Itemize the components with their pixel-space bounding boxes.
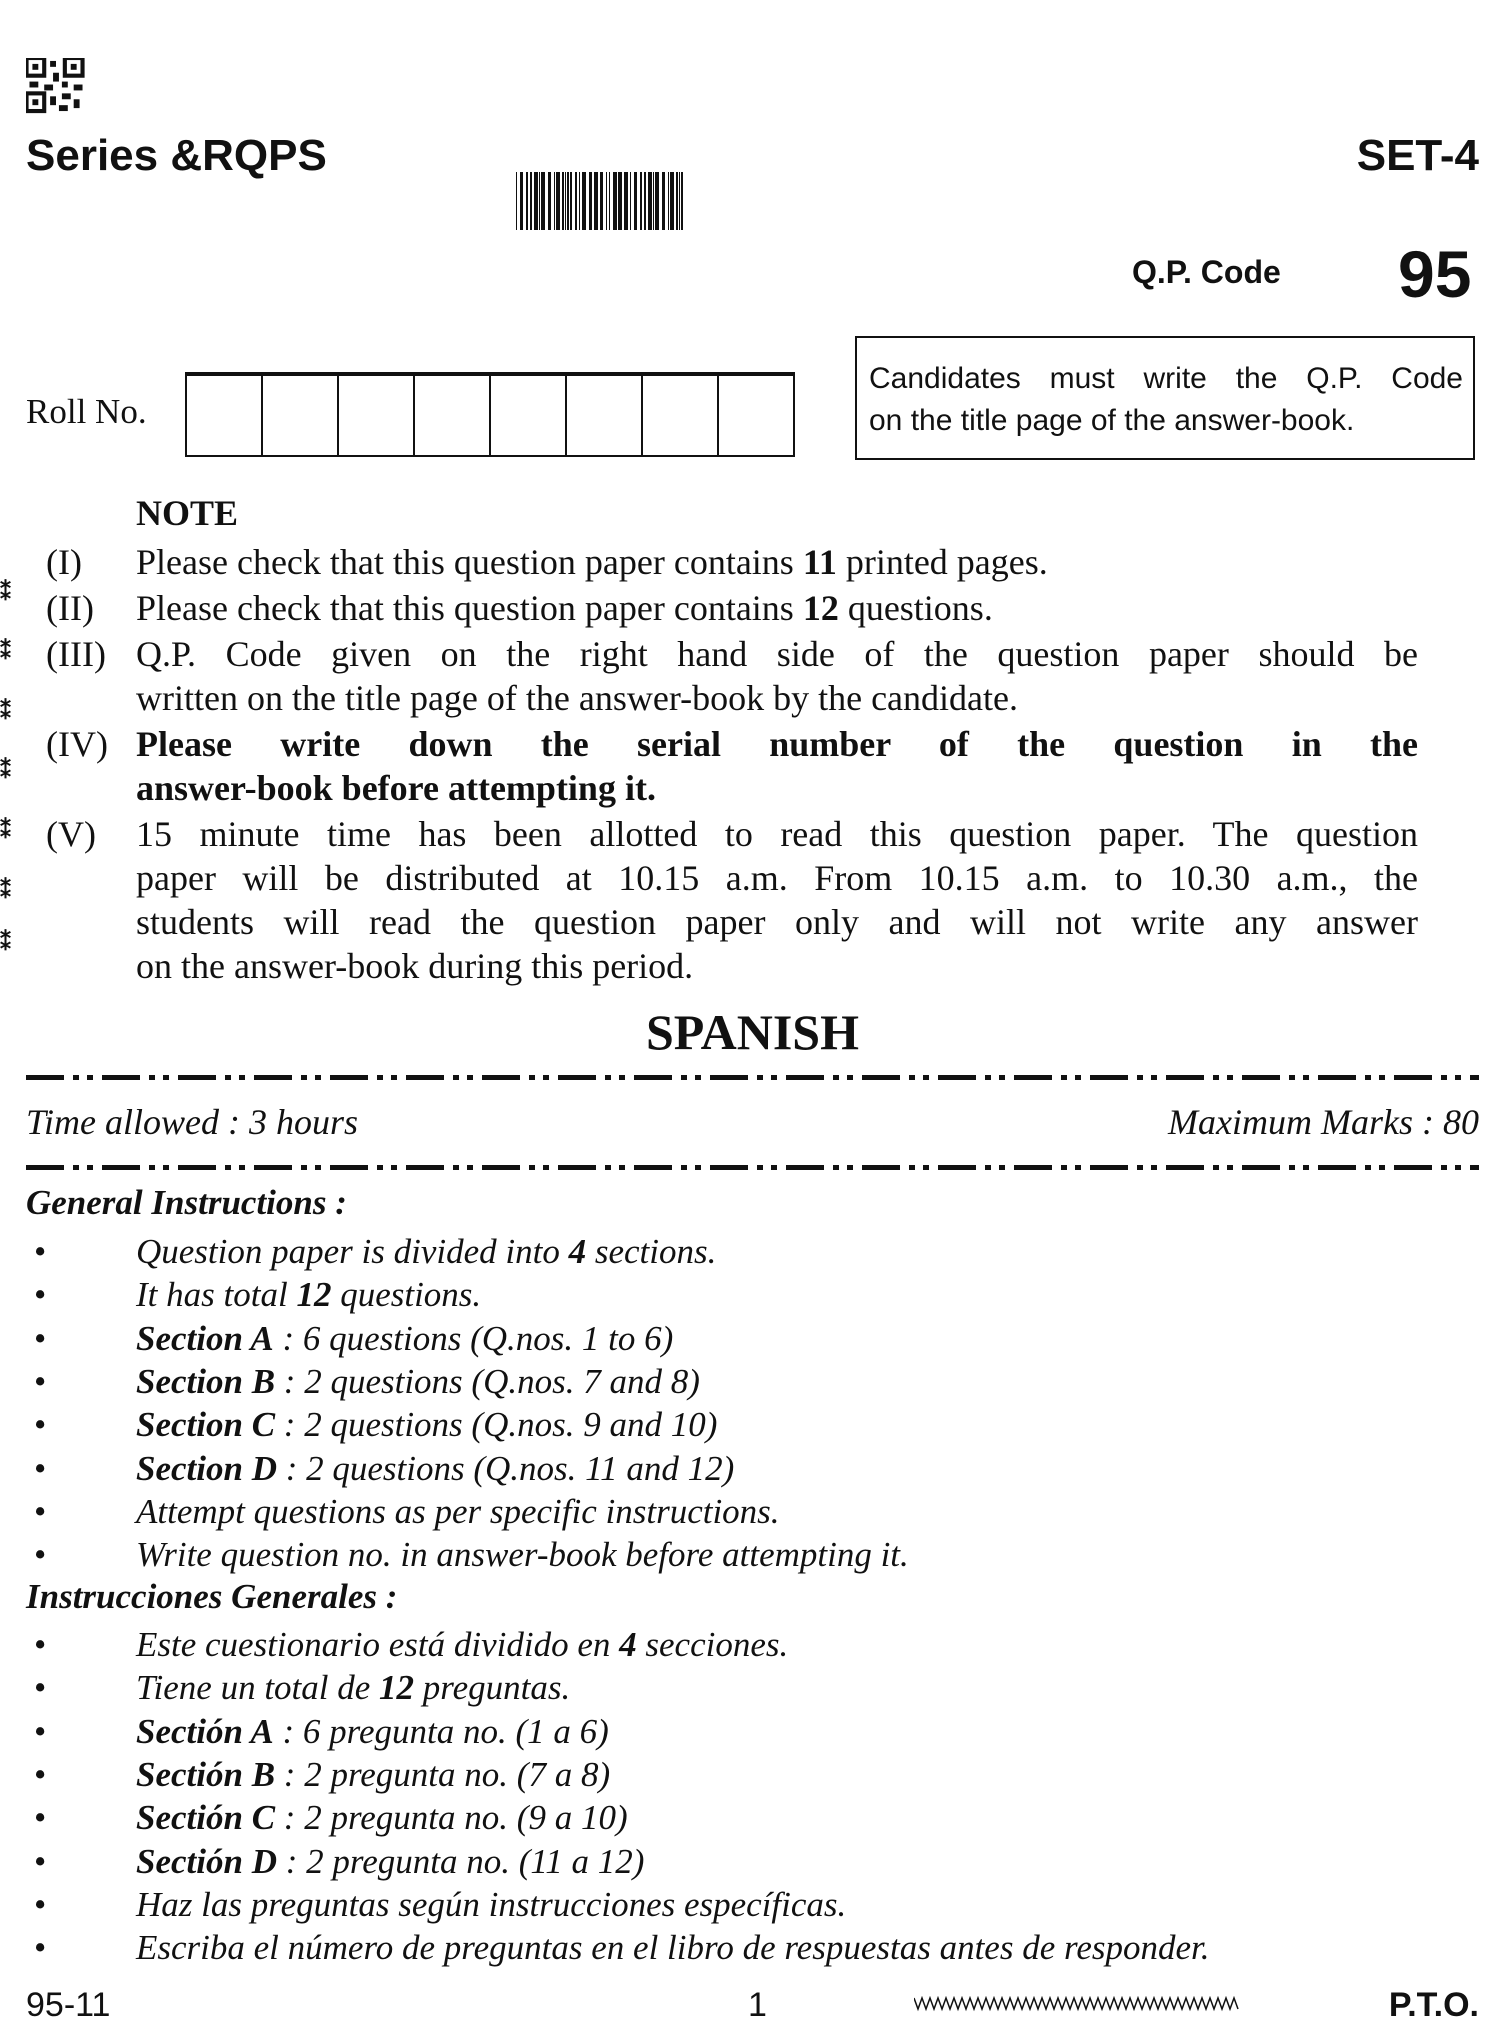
note-text: questions.	[838, 588, 993, 628]
list-item-text	[136, 1926, 1210, 1969]
squiggle-icon	[914, 1996, 1239, 2012]
list-item	[0, 1533, 1505, 1576]
maximum-marks: Maximum Marks : 80	[1168, 1102, 1479, 1142]
bullet-icon: •	[34, 1841, 47, 1881]
list-item	[0, 1666, 1505, 1709]
note-text: written on the title page of the answer-book by the candidate.	[136, 678, 1018, 718]
instrucciones-generales-title: Instrucciones Generales :	[26, 1577, 398, 1616]
note-item	[0, 722, 1505, 810]
bullet-icon: •	[34, 1318, 47, 1358]
section-label: Section A	[136, 1318, 274, 1358]
list-item-text	[136, 1753, 610, 1796]
list-item-text	[136, 1317, 673, 1360]
bullet-icon: •	[34, 1668, 47, 1708]
bullet-icon: •	[34, 1405, 47, 1445]
note-line	[136, 812, 1418, 856]
section-label: Sectión D	[136, 1841, 277, 1881]
list-item-text	[136, 1230, 716, 1273]
list-item-text	[136, 1710, 609, 1753]
list-text: sections.	[586, 1232, 717, 1271]
list-text: Write question no. in answer-book before attempting it.	[136, 1535, 909, 1575]
barcode-bar	[640, 172, 642, 230]
note-line	[136, 856, 1418, 900]
margin-mark-icon: ⁑	[0, 818, 11, 843]
list-text: It has total	[136, 1275, 297, 1315]
barcode-bar	[526, 172, 528, 230]
note-number: (II)	[46, 588, 94, 628]
list-item-text	[136, 1360, 700, 1403]
barcode-bar	[534, 172, 538, 230]
barcode-bar	[516, 172, 517, 230]
dashed-divider	[26, 1075, 1479, 1080]
list-bold-number: 4	[568, 1232, 587, 1271]
note-text: 15 minute time has been allotted to read this question paper. The question	[136, 814, 1418, 854]
note-line	[136, 586, 1418, 630]
note-line	[136, 632, 1418, 676]
list-text: Escriba el número de preguntas en el libro de respuestas antes de responder.	[136, 1928, 1210, 1968]
barcode-bar	[668, 172, 669, 230]
barcode-bar	[655, 172, 659, 230]
barcode-bar	[662, 172, 665, 230]
barcode-bar	[676, 172, 678, 230]
roll-no-cell	[565, 376, 643, 457]
list-text: : 2 questions (Q.nos. 11 and 12)	[276, 1448, 735, 1488]
barcode-bar	[548, 172, 551, 230]
margin-mark-icon: ⁑	[0, 580, 11, 605]
list-item	[0, 1317, 1505, 1360]
list-item	[0, 1403, 1505, 1446]
qp-code-notice-box	[855, 336, 1475, 460]
notice-line: Candidates must write the Q.P. Code	[869, 362, 1463, 395]
list-item-text	[136, 1403, 717, 1446]
qr-code-icon	[26, 58, 86, 114]
section-label: Section C	[136, 1405, 276, 1445]
margin-mark-icon: ⁑	[0, 699, 11, 724]
list-text: preguntas.	[414, 1668, 571, 1708]
note-number: (I)	[46, 542, 82, 582]
list-item	[0, 1490, 1505, 1533]
list-item-text	[136, 1796, 628, 1839]
list-bold-number: 12	[296, 1275, 332, 1315]
list-item	[0, 1883, 1505, 1926]
bullet-icon: •	[34, 1232, 47, 1271]
barcode-bar	[541, 172, 545, 230]
roll-no-boxes	[185, 372, 795, 457]
barcode-bar	[609, 172, 610, 230]
list-text: Este cuestionario está dividido en	[136, 1625, 620, 1664]
list-item	[0, 1230, 1505, 1273]
footer-code: 95-11	[26, 1986, 111, 2024]
list-item	[0, 1753, 1505, 1796]
barcode-bar	[539, 172, 540, 230]
section-label: Sectión C	[136, 1798, 276, 1838]
list-bold-number: 12	[379, 1668, 415, 1708]
list-item	[0, 1840, 1505, 1883]
list-text: : 2 pregunta no. (9 a 10)	[275, 1798, 628, 1838]
time-allowed: Time allowed : 3 hours	[26, 1102, 359, 1142]
note-text: Q.P. Code given on the right hand side of the question paper should be	[136, 634, 1418, 674]
qp-code-label: Q.P. Code	[1132, 254, 1281, 290]
bullet-icon: •	[34, 1754, 47, 1794]
note-line	[136, 676, 1418, 720]
roll-no-cell	[641, 376, 719, 457]
list-item-text	[136, 1666, 570, 1709]
barcode-bar	[554, 172, 555, 230]
bullet-icon: •	[34, 1711, 47, 1751]
note-number: (III)	[46, 634, 106, 674]
list-item	[0, 1710, 1505, 1753]
barcode-bar	[567, 172, 569, 230]
barcode-bar	[644, 172, 646, 230]
section-label: Sectión A	[136, 1711, 274, 1751]
barcode-bar	[648, 172, 652, 230]
list-text: : 6 questions (Q.nos. 1 to 6)	[273, 1318, 674, 1358]
bullet-icon: •	[34, 1884, 47, 1924]
note-line	[136, 766, 1418, 810]
note-text: paper will be distributed at 10.15 a.m. From 10.15 a.m. to 10.30 a.m., the	[136, 858, 1418, 898]
margin-mark-icon: ⁑	[0, 639, 11, 664]
list-text: Tiene un total de	[136, 1668, 380, 1708]
bullet-icon: •	[34, 1928, 47, 1968]
margin-mark-icon: ⁑	[0, 930, 11, 955]
note-number: (V)	[46, 814, 96, 854]
note-text: Please check that this question paper contains	[136, 588, 803, 628]
list-text: : 2 questions (Q.nos. 9 and 10)	[275, 1405, 718, 1445]
note-line	[136, 900, 1418, 944]
roll-no-cell	[413, 376, 491, 457]
bullet-icon: •	[34, 1491, 47, 1531]
note-bold-text: answer-book before attempting it.	[136, 768, 656, 808]
list-text: Haz las preguntas según instrucciones específicas.	[136, 1884, 847, 1924]
list-item	[0, 1447, 1505, 1490]
barcode-bar	[589, 172, 592, 230]
section-label: Sectión B	[136, 1754, 276, 1794]
note-item	[0, 586, 1505, 630]
barcode-bar	[613, 172, 617, 230]
pto-label: P.T.O.	[1388, 1986, 1479, 2024]
list-item-text	[136, 1533, 909, 1576]
barcode-bar	[530, 172, 532, 230]
barcode-icon	[516, 172, 684, 230]
qp-code-value: 95	[1398, 237, 1472, 311]
subject-title: SPANISH	[645, 1004, 859, 1060]
list-item	[0, 1926, 1505, 1969]
list-item-text	[136, 1840, 644, 1883]
barcode-bar	[562, 172, 564, 230]
barcode-bar	[520, 172, 523, 230]
margin-mark-icon: ⁑	[0, 878, 11, 903]
list-item	[0, 1360, 1505, 1403]
list-item	[0, 1273, 1505, 1316]
note-title: NOTE	[136, 493, 239, 533]
barcode-bar	[624, 172, 628, 230]
roll-no-cell	[261, 376, 339, 457]
list-item-text	[136, 1273, 481, 1316]
list-text: : 2 pregunta no. (7 a 8)	[275, 1754, 611, 1794]
note-number: (IV)	[46, 724, 108, 764]
roll-no-cell	[717, 376, 795, 457]
general-instructions-title: General Instructions :	[26, 1183, 347, 1222]
barcode-bar	[582, 172, 586, 230]
section-label: Section B	[136, 1361, 276, 1401]
roll-no-cell	[337, 376, 415, 457]
note-text: Please check that this question paper contains	[136, 542, 803, 582]
barcode-bar	[565, 172, 566, 230]
list-text: : 6 pregunta no. (1 a 6)	[273, 1711, 609, 1751]
note-bold-text: 12	[802, 588, 839, 628]
barcode-bar	[618, 172, 622, 230]
barcode-bar	[556, 172, 560, 230]
barcode-bar	[606, 172, 607, 230]
notice-line: on the title page of the answer-book.	[869, 404, 1355, 437]
barcode-bar	[570, 172, 572, 230]
note-line	[136, 944, 1418, 988]
series-label: Series &RQPS	[26, 131, 327, 180]
note-line	[136, 540, 1418, 584]
bullet-icon: •	[34, 1535, 47, 1575]
list-item	[0, 1623, 1505, 1666]
list-bold-number: 4	[619, 1625, 637, 1664]
note-bold-text: Please write down the serial number of the question in the	[136, 724, 1418, 764]
list-text: Question paper is divided into	[136, 1232, 569, 1271]
barcode-bar	[679, 172, 680, 230]
list-item-text	[136, 1490, 780, 1533]
bullet-icon: •	[34, 1448, 47, 1488]
bullet-icon: •	[34, 1361, 47, 1401]
bullet-icon: •	[34, 1275, 47, 1315]
roll-no-cell	[185, 376, 263, 457]
note-item	[0, 812, 1505, 988]
note-line	[136, 722, 1418, 766]
bullet-icon: •	[34, 1625, 47, 1664]
note-text: students will read the question paper only and will not write any answer	[136, 902, 1418, 942]
barcode-bar	[594, 172, 598, 230]
bullet-icon: •	[34, 1798, 47, 1838]
list-item-text	[136, 1623, 788, 1666]
list-item	[0, 1796, 1505, 1839]
barcode-bar	[634, 172, 637, 230]
barcode-bar	[681, 172, 683, 230]
barcode-bar	[653, 172, 654, 230]
list-text: Attempt questions as per specific instructions.	[136, 1491, 780, 1531]
list-text: questions.	[331, 1275, 482, 1315]
section-label: Section D	[136, 1448, 277, 1488]
note-bold-text: 11	[802, 542, 837, 582]
roll-no-label: Roll No.	[26, 392, 147, 431]
note-text: on the answer-book during this period.	[136, 946, 694, 986]
barcode-bar	[575, 172, 577, 230]
barcode-bar	[670, 172, 674, 230]
note-text: printed pages.	[836, 542, 1048, 582]
list-item-text	[136, 1447, 734, 1490]
page-number: 1	[748, 1986, 767, 2024]
barcode-bar	[600, 172, 603, 230]
list-text: : 2 pregunta no. (11 a 12)	[276, 1841, 645, 1881]
barcode-bar	[579, 172, 580, 230]
note-item	[0, 540, 1505, 584]
list-text: secciones.	[636, 1625, 789, 1664]
note-item	[0, 632, 1505, 720]
set-label: SET-4	[1356, 131, 1479, 180]
list-text: : 2 questions (Q.nos. 7 and 8)	[275, 1361, 700, 1401]
dashed-divider	[26, 1165, 1479, 1170]
barcode-bar	[630, 172, 631, 230]
list-item-text	[136, 1883, 846, 1926]
roll-no-cell	[489, 376, 567, 457]
margin-mark-icon: ⁑	[0, 758, 11, 783]
